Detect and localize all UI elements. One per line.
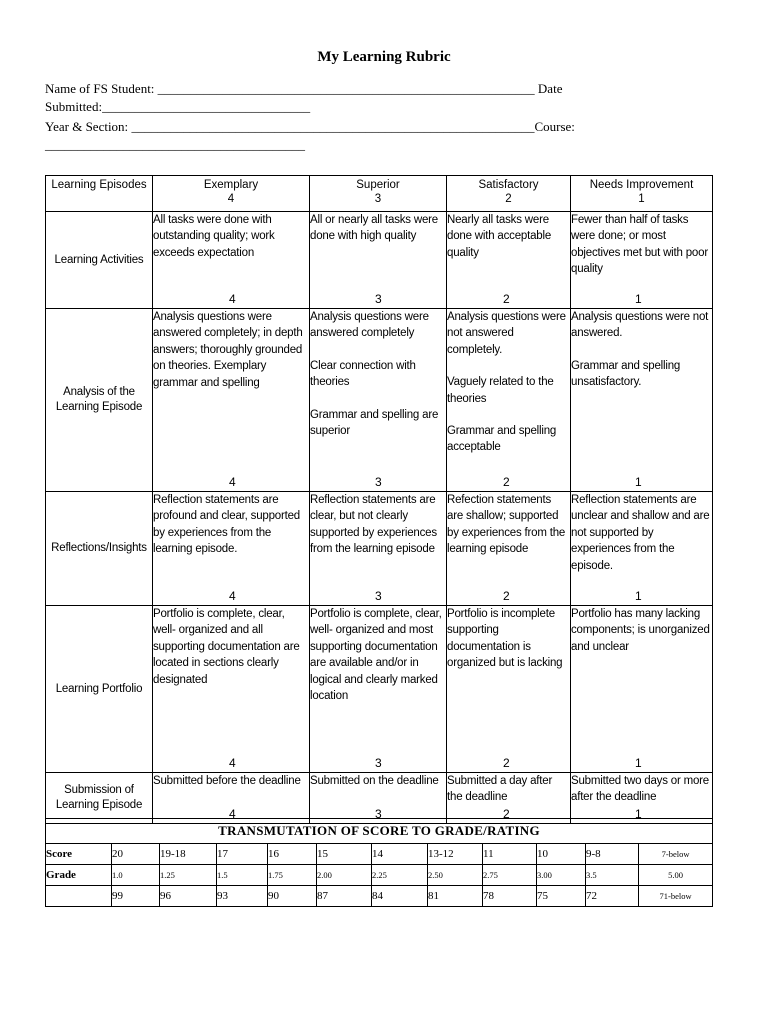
transmutation-cell: 9-8 xyxy=(586,844,639,865)
rubric-header-name: Superior xyxy=(356,179,400,191)
episode-label-line: Submission of xyxy=(64,784,134,796)
criterion-text: Clear connection with theories xyxy=(310,359,416,389)
transmutation-cell: 1.25 xyxy=(160,865,217,886)
submitted-blank[interactable]: ________________________________ xyxy=(102,99,311,114)
transmutation-cell: 2.50 xyxy=(428,865,483,886)
rubric-header-0 xyxy=(46,176,153,212)
rubric-header-name: Needs Improvement xyxy=(589,179,694,191)
student-name-line xyxy=(45,81,562,97)
rubric-cell xyxy=(571,492,713,606)
submitted-line xyxy=(45,99,310,115)
course-label: Course: xyxy=(534,119,575,134)
rubric-header-name: Learning Episodes xyxy=(51,179,147,191)
criterion-text: Reflection statements are unclear and shallow and are not supported by experiences from the episode. xyxy=(571,494,710,572)
cell-score: 2 xyxy=(503,807,510,821)
transmutation-cell: 3.00 xyxy=(537,865,586,886)
rubric-header-2 xyxy=(310,176,447,212)
transmutation-cell: 84 xyxy=(372,886,428,907)
rubric-header-4 xyxy=(571,176,713,212)
criterion-text: Analysis questions were answered completely; in depth answers; thoroughly grounded on theories. Exemplary grammar and spelling xyxy=(153,311,303,389)
criterion-text: Submitted on the deadline xyxy=(310,775,439,787)
transmutation-title: TRANSMUTATION OF SCORE TO GRADE/RATING xyxy=(46,819,713,844)
transmutation-cell: 71-below xyxy=(639,886,713,907)
criterion-text: Nearly all tasks were done with acceptable quality xyxy=(447,214,552,259)
cell-score: 2 xyxy=(503,589,510,603)
cell-score: 2 xyxy=(503,292,510,306)
transmutation-cell: 96 xyxy=(160,886,217,907)
transmutation-cell: 2.25 xyxy=(372,865,428,886)
student-name-label: Name of FS Student: xyxy=(45,81,155,96)
episode-label-line: Analysis of the xyxy=(63,386,135,398)
rubric-cell xyxy=(447,606,571,773)
transmutation-row-label: Grade xyxy=(46,865,112,886)
transmutation-cell: 16 xyxy=(268,844,317,865)
rubric-cell xyxy=(153,773,310,824)
learning-episode-label xyxy=(46,606,153,773)
episode-label-line: Learning Activities xyxy=(54,253,144,266)
criterion-text: Grammar and spelling are superior xyxy=(310,408,439,438)
cell-score: 3 xyxy=(375,756,382,770)
cell-score: 4 xyxy=(229,292,236,306)
criterion-text: Reflection statements are profound and clear, supported by experiences from the learning episode. xyxy=(153,494,301,556)
criterion-text: Portfolio is complete, clear, well- organized and all supporting documentation are located in sections clearly designated xyxy=(153,608,300,686)
transmutation-cell: 2.00 xyxy=(317,865,372,886)
submitted-label: Submitted: xyxy=(45,99,103,114)
transmutation-cell: 99 xyxy=(112,886,160,907)
criterion-text: Portfolio is incomplete supporting documentation is organized but is lacking xyxy=(447,608,563,670)
transmutation-cell: 75 xyxy=(537,886,586,907)
transmutation-table xyxy=(45,818,713,907)
rubric-header-row xyxy=(46,176,713,212)
cell-score: 1 xyxy=(635,756,642,770)
rubric-row xyxy=(46,773,713,824)
criterion-text: Portfolio has many lacking components; is unorganized and unclear xyxy=(571,608,710,653)
rubric-cell xyxy=(153,606,310,773)
transmutation-cell: 78 xyxy=(483,886,537,907)
date-label: Date xyxy=(537,81,563,96)
page-title: My Learning Rubric xyxy=(317,49,451,65)
episode-label-line: Learning Episode xyxy=(55,799,143,811)
transmutation-cell: 1.5 xyxy=(217,865,268,886)
rubric-header-1 xyxy=(153,176,310,212)
rubric-row xyxy=(46,212,713,309)
rubric-row xyxy=(46,606,713,773)
rubric-cell xyxy=(571,606,713,773)
rubric-header-name: Satisfactory xyxy=(478,179,539,191)
rubric-cell xyxy=(153,309,310,492)
learning-episode-label xyxy=(46,212,153,309)
criterion-text: Analysis questions were not answered completely. xyxy=(447,311,566,356)
rubric-cell xyxy=(310,773,447,824)
cell-score: 3 xyxy=(375,475,382,489)
transmutation-cell: 14 xyxy=(372,844,428,865)
cell-score: 4 xyxy=(229,589,236,603)
cell-score: 1 xyxy=(635,589,642,603)
transmutation-row-label: Score xyxy=(46,844,112,865)
cell-score: 2 xyxy=(503,756,510,770)
criterion-text: Grammar and spelling acceptable xyxy=(447,425,557,454)
rubric-header-score: 2 xyxy=(505,193,512,205)
episode-label-line: Learning Episode xyxy=(55,401,143,413)
transmutation-row xyxy=(46,844,713,865)
transmutation-cell: 20 xyxy=(112,844,160,865)
cell-score: 1 xyxy=(635,807,642,821)
transmutation-cell: 19-18 xyxy=(160,844,217,865)
rubric-header-score: 4 xyxy=(227,193,235,205)
cell-score: 3 xyxy=(375,292,382,306)
transmutation-cell: 2.75 xyxy=(483,865,537,886)
rubric-header-score: 3 xyxy=(374,193,382,205)
rubric-cell xyxy=(447,212,571,309)
criterion-text: Submitted two days or more after the deadline xyxy=(571,775,709,804)
cell-score: 3 xyxy=(375,807,382,821)
transmutation-row xyxy=(46,886,713,907)
criterion-text: All tasks were done with outstanding quality; work exceeds expectation xyxy=(153,214,275,259)
rubric-row xyxy=(46,492,713,606)
course-line xyxy=(45,137,305,153)
criterion-text: Refection statements are shallow; supported by experiences from the learning episode xyxy=(447,494,566,556)
criterion-text: All or nearly all tasks were done with high quality xyxy=(310,214,438,243)
rubric-cell xyxy=(571,773,713,824)
transmutation-row-label xyxy=(46,886,112,907)
criterion-text: Submitted a day after the deadline xyxy=(447,775,553,804)
transmutation-cell: 90 xyxy=(268,886,317,907)
cell-score: 1 xyxy=(635,292,642,306)
rubric-cell xyxy=(447,773,571,824)
rubric-cell xyxy=(153,212,310,309)
rubric-cell xyxy=(447,309,571,492)
transmutation-cell: 11 xyxy=(483,844,537,865)
criterion-text: Analysis questions were not answered. xyxy=(571,311,709,340)
rubric-cell xyxy=(571,309,713,492)
transmutation-cell: 13-12 xyxy=(428,844,483,865)
rubric-cell xyxy=(153,492,310,606)
transmutation-cell: 15 xyxy=(317,844,372,865)
cell-score: 4 xyxy=(229,756,236,770)
rubric-header-score: 1 xyxy=(638,193,645,205)
rubric-row xyxy=(46,309,713,492)
transmutation-cell: 10 xyxy=(537,844,586,865)
year-section-line xyxy=(45,119,575,135)
transmutation-cell: 93 xyxy=(217,886,268,907)
transmutation-cell: 72 xyxy=(586,886,639,907)
learning-episode-label xyxy=(46,492,153,606)
transmutation-cell: 17 xyxy=(217,844,268,865)
episode-label-line: Reflections/Insights xyxy=(51,542,147,554)
year-section-blank[interactable]: ______________________________________________________________ xyxy=(131,119,535,134)
transmutation-cell: 81 xyxy=(428,886,483,907)
rubric-cell xyxy=(310,212,447,309)
cell-score: 4 xyxy=(229,475,236,489)
criterion-text: Submitted before the deadline xyxy=(153,775,301,787)
transmutation-cell: 7-below xyxy=(639,844,713,865)
student-name-blank[interactable]: __________________________________________________________ xyxy=(157,81,535,96)
learning-episode-label xyxy=(46,309,153,492)
rubric-cell xyxy=(310,492,447,606)
rubric-header-name: Exemplary xyxy=(203,179,259,191)
rubric-cell xyxy=(310,606,447,773)
transmutation-cell: 3.5 xyxy=(586,865,639,886)
transmutation-row xyxy=(46,865,713,886)
year-section-label: Year & Section: xyxy=(45,119,129,134)
rubric-cell xyxy=(447,492,571,606)
criterion-text: Grammar and spelling unsatisfactory. xyxy=(571,359,681,389)
criterion-text: Portfolio is complete, clear, well- organized and most supporting documentation are available and/or in logical and clearly marked location xyxy=(310,608,442,703)
criterion-text: Fewer than half of tasks were done; or most objectives met but with poor quality xyxy=(571,214,708,276)
cell-score: 2 xyxy=(503,475,510,489)
rubric-table xyxy=(45,175,713,824)
transmutation-cell: 1.0 xyxy=(112,865,160,886)
cell-score: 3 xyxy=(375,589,382,603)
cell-score: 4 xyxy=(229,807,236,821)
rubric-cell xyxy=(310,309,447,492)
transmutation-cell: 5.00 xyxy=(639,865,713,886)
episode-label-line: Learning Portfolio xyxy=(55,682,143,695)
transmutation-cell: 1.75 xyxy=(268,865,317,886)
rubric-cell xyxy=(571,212,713,309)
course-blank[interactable]: ________________________________________ xyxy=(45,137,305,152)
transmutation-cell: 87 xyxy=(317,886,372,907)
criterion-text: Vaguely related to the theories xyxy=(447,376,554,405)
criterion-text: Analysis questions were answered completely xyxy=(310,311,429,340)
learning-episode-label xyxy=(46,773,153,824)
cell-score: 1 xyxy=(635,475,642,489)
criterion-text: Reflection statements are clear, but not clearly supported by experiences from the learning episode xyxy=(310,494,437,556)
rubric-header-3 xyxy=(447,176,571,212)
